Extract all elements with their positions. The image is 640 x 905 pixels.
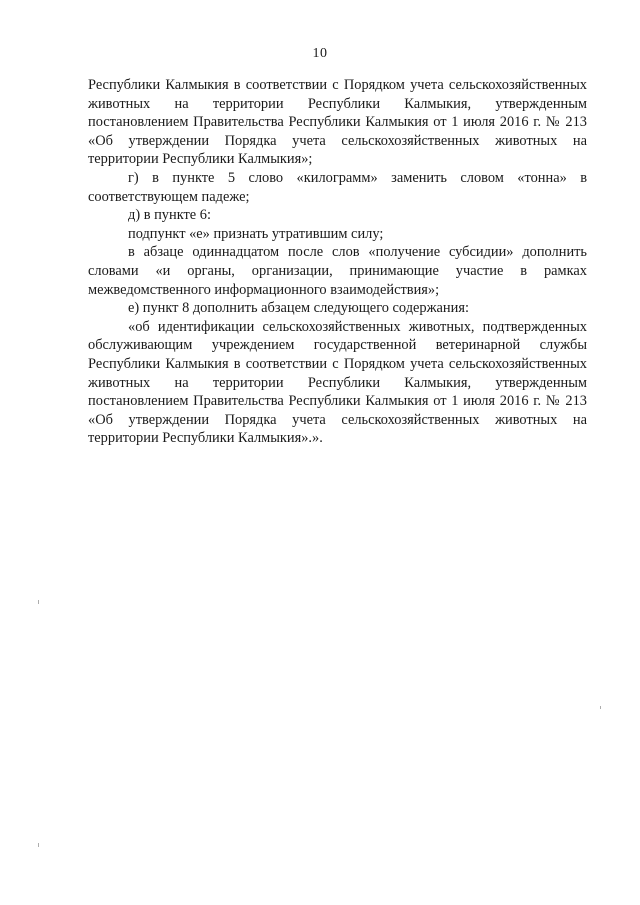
paragraph-subitem-e-repeal: подпункт «е» признать утратившим силу; <box>128 225 384 242</box>
document-body <box>88 76 587 448</box>
paragraph-item-g: г) в пункте 5 слово «килограмм» заменить словом «тонна» в соответствующем падеже; <box>88 169 587 205</box>
scan-speck <box>38 843 39 847</box>
paragraph-item-d: д) в пункте 6: <box>128 207 211 224</box>
paragraph-item-e: е) пункт 8 дополнить абзацем следующего содержания: <box>128 300 469 317</box>
scan-speck <box>600 706 601 709</box>
page-number: 10 <box>312 46 328 61</box>
scan-speck <box>38 600 39 604</box>
paragraph-eleventh-abzac: в абзаце одиннадцатом после слов «получение субсидии» дополнить словами «и органы, организации, принимающие участие в рамках межведомственного информационного взаимодействия»; <box>88 244 587 298</box>
paragraph-new-abzac-text: «об идентификации сельскохозяйственных животных, подтвержденных обслуживающим учреждением государственной ветеринарной службы Республики Калмыкия в соответствии с Порядком учета сельскохозяйственных животных на территории Республики Калмыкия, утвержденным постановлением Правительства Республики Калмыкия от 1 июля 2016 г. № 213 «Об утверждении Порядка учета сельскохозяйственных животных на территории Республики Калмыкия».». <box>88 318 587 447</box>
paragraph-continuation: Республики Калмыкия в соответствии с Порядком учета сельскохозяйственных животных на территории Республики Калмыкия, утвержденным постановлением Правительства Республики Калмыкия от 1 июля 2016 г. № 213 «Об утверждении Порядка учета сельскохозяйственных животных на территории Республики Калмыкия»; <box>88 77 587 168</box>
